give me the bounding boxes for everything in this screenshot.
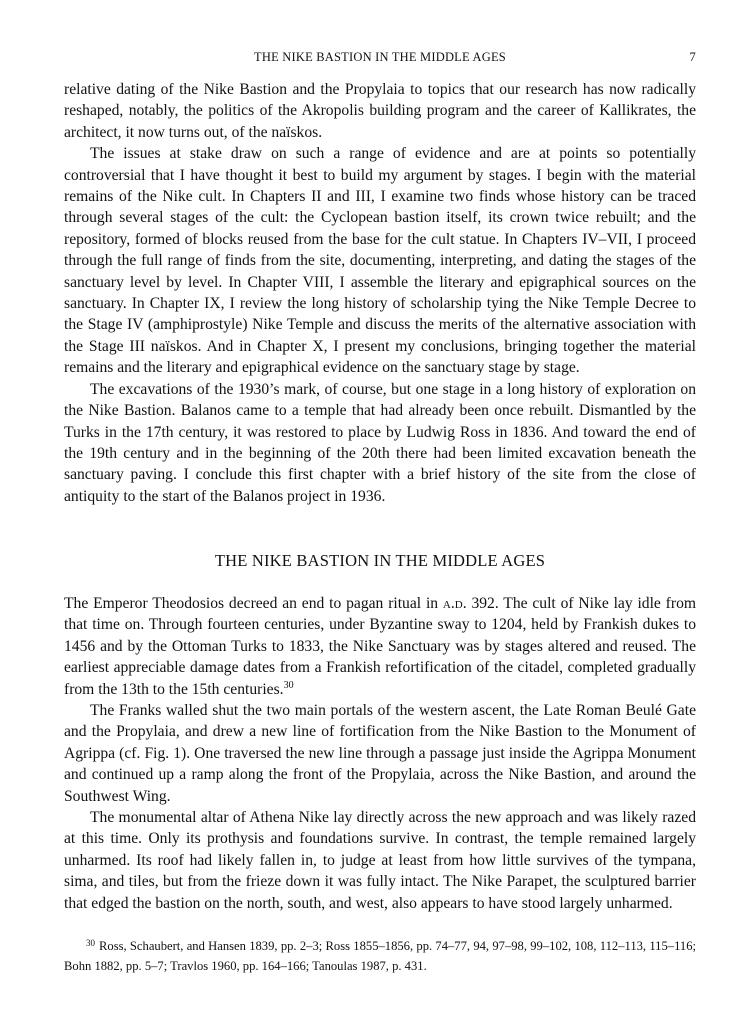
middle-ages-text-block xyxy=(64,593,696,914)
footnote-30 xyxy=(64,934,696,976)
paragraph-chapter-plan: The issues at stake draw on such a range of evidence and are at points so potentially controversial that I have thought it best to build my argument by stages. I begin with the material remains of the Nike cult. In Chapters II and III, I examine two finds whose history can be traced through several stages of the cult: the Cyclopean bastion itself, its crown twice rebuilt; and the repository, formed of blocks reused from the base for the cult statue. In Chapters IV–VII, I proceed through the full range of finds from the site, documenting, interpreting, and dating the stages of the sanctuary level by level. In Chapter VIII, I assemble the literary and epigraphical sources on the sanctuary. In Chapter IX, I review the long history of scholarship tying the Nike Temple Decree to the Stage IV (amphiprostyle) Nike Temple and discuss the merits of the alternative association with the Stage III naïskos. And in Chapter X, I present my conclusions, bringing together the material remains and the literary and epigraphical evidence on the sanctuary stage by stage. xyxy=(64,145,696,377)
paragraph-altar-and-temple: The monumental altar of Athena Nike lay directly across the new approach and was likely razed at this time. Only its prothysis and foundations survive. In contrast, the temple remained largely unharmed. Its roof had likely fallen in, to judge at least from how little survives of the tympana, sima, and tiles, but from the frieze down it was fully intact. The Nike Parapet, the sculptured barrier that edged the bastion on the north, south, and west, also appears to have stood largely unharmed. xyxy=(64,809,696,912)
section-heading: THE NIKE BASTION IN THE MIDDLE AGES xyxy=(214,551,546,570)
era-abbreviation: a.d. xyxy=(442,595,467,612)
running-head xyxy=(64,50,696,68)
paragraph-frankish-fortification: The Franks walled shut the two main portals of the western ascent, the Late Roman Beulé Gate and the Propylaia, and drew a new line of fortification from the Nike Bastion to the Monument of Agrippa (cf. Fig. 1). One traversed the new line through a passage just inside the Agrippa Monument and continued up a ramp along the front of the Propylaia, across the Nike Bastion, and around the Southwest Wing. xyxy=(64,702,696,805)
page-number: 7 xyxy=(689,50,696,64)
paragraph-theodosios xyxy=(64,593,696,700)
paragraph-theodosios-start: The Emperor Theodosios decreed an end to pagan ritual in xyxy=(64,595,443,612)
paragraph-theodosios-rest: 392. The cult of Nike lay idle from that time on. Through fourteen centuries, under Byzantine sway to 1204, held by Frankish dukes to 1456 and by the Ottoman Turks to 1833, the Nike Sanctuary was by stages altered and reused. The earliest appreciable damage dates from a Frankish refortification of the citadel, completed gradually from the 13th to the 15th centuries. xyxy=(64,595,696,698)
paragraph-continued: relative dating of the Nike Bastion and the Propylaia to topics that our research has now radically reshaped, notably, the politics of the Akropolis building program and the career of Kallikrates, the architect, it now turns out, of the naïskos. xyxy=(64,81,696,141)
paragraph-exploration-history: The excavations of the 1930’s mark, of course, but one stage in a long history of exploration on the Nike Bastion. Balanos came to a temple that had already been once rebuilt. Dismantled by the Turks in the 17th century, it was restored to place by Ludwig Ross in 1836. And toward the end of the 19th century and in the beginning of the 20th there had been limited excavation beneath the sanctuary paving. I conclude this first chapter with a brief history of the site from the close of antiquity to the start of the Balanos project in 1936. xyxy=(64,380,696,505)
footnote-mark: 30 xyxy=(86,938,95,948)
footnote-text: Ross, Schaubert, and Hansen 1839, pp. 2–3; Ross 1855–1856, pp. 74–77, 94, 97–98, 99–102, 108, 112–113, 115–116; Bohn 1882, pp. 5–7; Travlos 1960, pp. 164–166; Tanoulas 1987, p. 431. xyxy=(64,939,696,973)
running-head-title: THE NIKE BASTION IN THE MIDDLE AGES xyxy=(254,50,506,64)
intro-text-block xyxy=(64,79,696,507)
footnote-reference-30[interactable]: 30 xyxy=(283,679,294,691)
